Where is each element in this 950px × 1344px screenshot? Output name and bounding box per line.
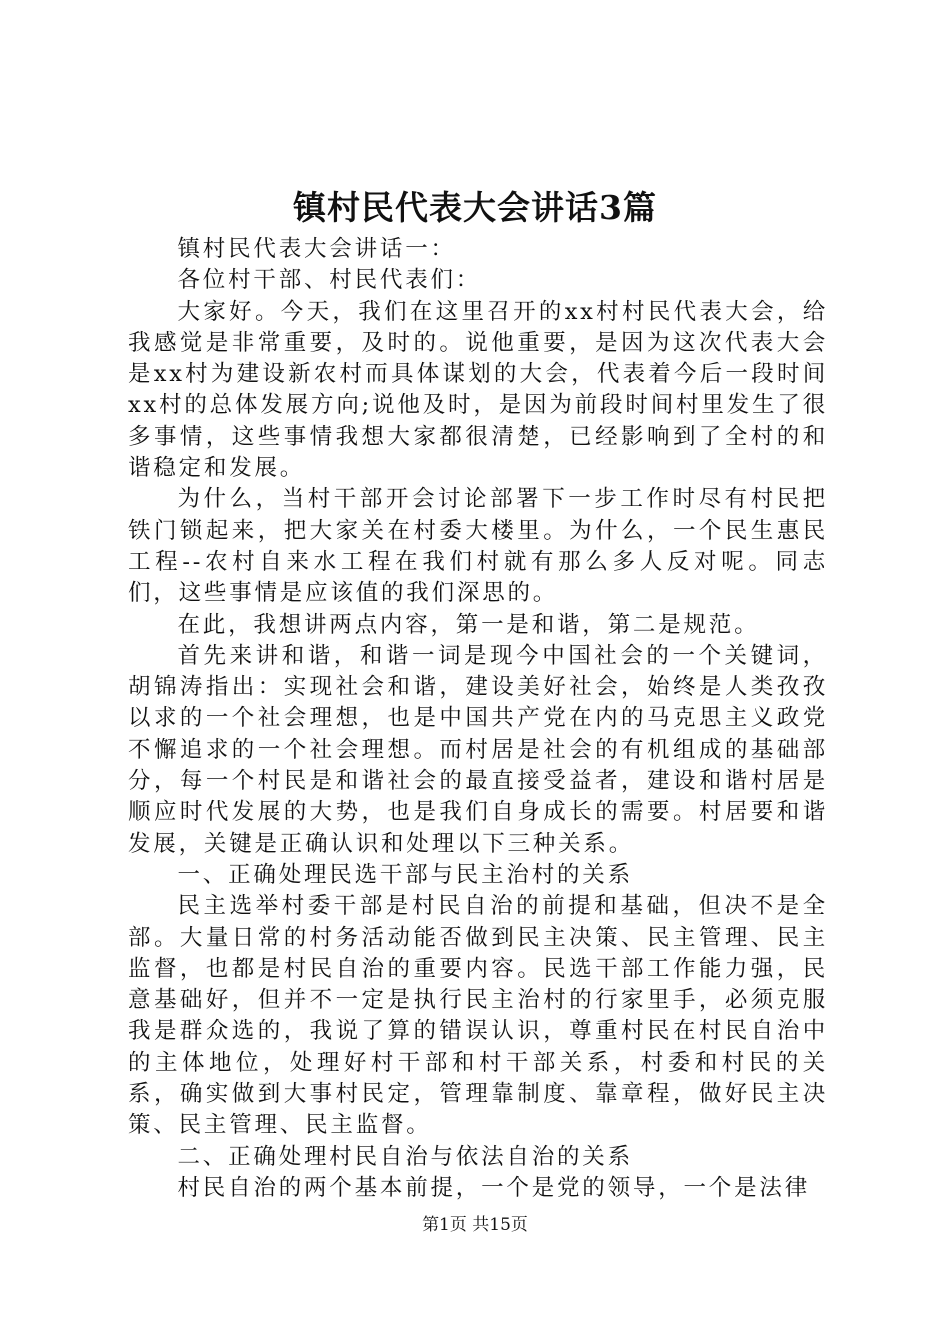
- paragraph: 民主选举村委干部是村民自治的前提和基础，但决不是全部。大量日常的村务活动能否做到民主决策、民主管理、民主监督，也都是村民自治的重要内容。民选干部工作能力强，民意基础好，但并不一定是执行民主治村的行家里手，必须克服我是群众选的，我说了算的错误认识，尊重村民在村民自治中的主体地位，处理好村干部和村干部关系，村委和村民的关系，确实做到大事村民定，管理靠制度、靠章程，做好民主决策、民主管理、民主监督。: [128, 893, 828, 1139]
- paragraph: 首先来讲和谐，和谐一词是现今中国社会的一个关键词，胡锦涛指出：实现社会和谐，建设美好社会，始终是人类孜孜以求的一个社会理想，也是中国共产党在内的马克思主义政党不懈追求的一个社会理想。而村居是社会的有机组成的基础部分，每一个村民是和谐社会的最直接受益者，建设和谐村居是顺应时代发展的大势，也是我们自身成长的需要。村居要和谐发展，关键是正确认识和处理以下三种关系。: [128, 642, 828, 857]
- paragraph-heading-speech-one: 镇村民代表大会讲话一：: [177, 236, 456, 262]
- paragraph: 为什么，当村干部开会讨论部署下一步工作时尽有村民把铁门锁起来，把大家关在村委大楼里。为什么，一个民生惠民工程--农村自来水工程在我们村就有那么多人反对呢。同志们，这些事情是应该值的我们深思的。: [128, 486, 828, 607]
- paragraph-salutation: 各位村干部、村民代表们：: [177, 267, 482, 294]
- paragraph: 在此，我想讲两点内容，第一是和谐，第二是规范。: [177, 611, 760, 638]
- section-heading: 一、正确处理民选干部与民主治村的关系: [177, 861, 633, 888]
- paragraph: 大家好。今天，我们在这里召开的xx村村民代表大会，给我感觉是非常重要，及时的。说他重要，是因为这次代表大会是xx村为建设新农村而具体谋划的大会，代表着今后一段时间xx村的总体发展方向;说他及时，是因为前段时间村里发生了很多事情，这些事情我想大家都很清楚，已经影响到了全村的和谐稳定和发展。: [128, 298, 828, 482]
- section-heading: 二、正确处理村民自治与依法自治的关系: [177, 1143, 633, 1170]
- document-body: [128, 234, 828, 1204]
- page-number-footer: 第1页 共15页: [422, 1215, 528, 1235]
- document-title: 镇村民代表大会讲话3篇: [293, 188, 657, 227]
- paragraph: 村民自治的两个基本前提，一个是党的领导，一个是法律: [177, 1174, 811, 1201]
